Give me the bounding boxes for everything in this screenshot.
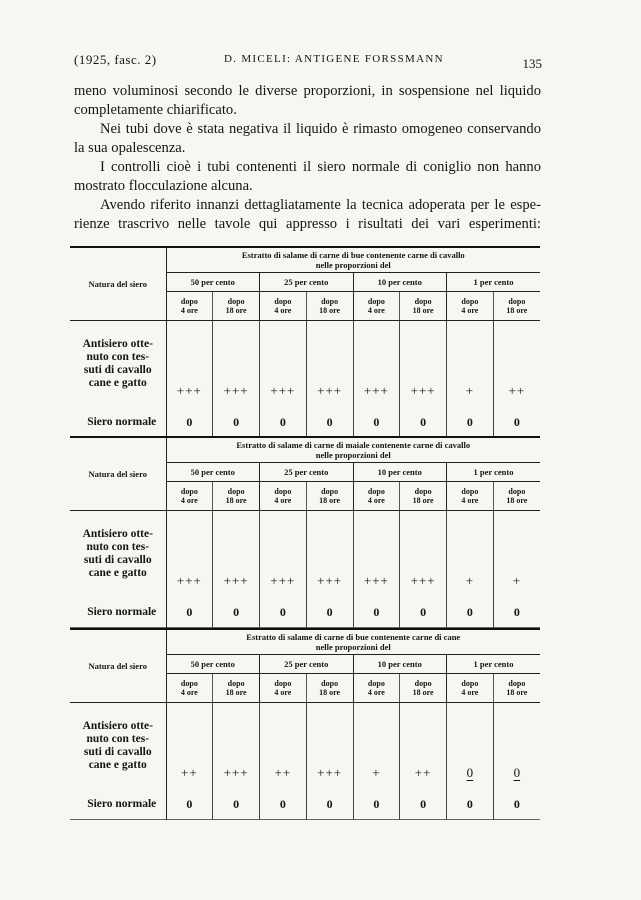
time-hours: 18 ore [506, 688, 528, 697]
time-word: dopo [321, 297, 339, 306]
pct-header: 25 per cento [260, 655, 354, 674]
time-hours: 18 ore [412, 306, 434, 315]
text-line: la sua opalescenza. [74, 140, 186, 156]
reaction-cell: + [353, 703, 400, 790]
time-word: dopo [274, 679, 292, 688]
reaction-cell: 0 [166, 407, 213, 438]
time-hours: 18 ore [225, 496, 247, 505]
reaction-cell: 0 [353, 407, 400, 438]
reaction-cell: +++ [400, 511, 447, 598]
reaction-cell: +++ [400, 321, 447, 408]
pct-header: 25 per cento [260, 463, 354, 482]
paragraph [74, 196, 541, 234]
time-hours: 4 ore [367, 496, 385, 505]
text-line: I controlli cioè i tubi contenenti il siero normale di coniglio non hanno [100, 159, 541, 175]
time-word: dopo [227, 679, 245, 688]
text-line: mostrato flocculazione alcuna. [74, 178, 253, 194]
results-table-1 [70, 246, 540, 438]
time-hours: 4 ore [461, 496, 479, 505]
reaction-cell: 0 [306, 597, 353, 628]
time-header [306, 292, 353, 321]
time-header [166, 292, 213, 321]
label-line: suti di cavallo [83, 364, 152, 376]
text-line: Avendo riferito innanzi dettagliatamente la tecnica adoperata per le espe- [100, 197, 541, 213]
time-hours: 4 ore [274, 688, 292, 697]
reaction-cell: 0 [513, 604, 520, 619]
time-word: dopo [367, 679, 385, 688]
time-hours: 4 ore [180, 496, 198, 505]
label-line: cane e gatto [88, 567, 147, 579]
time-hours: 18 ore [506, 496, 528, 505]
paragraph [74, 120, 541, 158]
pct-header: 50 per cento [166, 655, 260, 674]
time-header [213, 674, 260, 703]
reaction-cell: +++ [213, 703, 260, 790]
time-header [260, 674, 307, 703]
reaction-cell: 0 [400, 597, 447, 628]
body-text [74, 82, 541, 234]
title-line: nelle proporzioni del [315, 260, 391, 270]
reaction-cell: 0 [513, 414, 520, 429]
time-word: dopo [321, 487, 339, 496]
time-hours: 18 ore [319, 306, 341, 315]
reaction-cell: 0 [400, 407, 447, 438]
pct-header: 1 per cento [447, 463, 541, 482]
time-hours: 18 ore [412, 496, 434, 505]
natura-header: Natura del siero [70, 437, 166, 511]
title-line: Estratto di salame di carne di maiale contenente carne di cavallo [236, 440, 471, 450]
table-row [70, 597, 540, 628]
time-hours: 4 ore [274, 496, 292, 505]
reaction-cell: +++ [260, 321, 307, 408]
normale-label: Siero normale [70, 597, 166, 628]
time-header [493, 292, 540, 321]
time-header [493, 674, 540, 703]
reaction-cell: + [447, 321, 494, 408]
reaction-cell: 0 [447, 597, 494, 628]
pct-header: 10 per cento [353, 655, 447, 674]
time-word: dopo [461, 487, 479, 496]
time-hours: 18 ore [319, 688, 341, 697]
time-header [306, 674, 353, 703]
text-line: meno voluminosi secondo le diverse proporzioni, in sospensione nel liquido [74, 83, 541, 99]
time-header [447, 482, 494, 511]
time-hours: 4 ore [367, 306, 385, 315]
reaction-cell: ++ [508, 383, 526, 398]
paragraph [74, 82, 541, 120]
reaction-cell: 0 [447, 789, 494, 820]
reaction-cell: 0 [306, 789, 353, 820]
reaction-cell: 0 [513, 765, 521, 780]
time-word: dopo [508, 487, 526, 496]
time-header [400, 674, 447, 703]
time-header [447, 292, 494, 321]
time-word: dopo [321, 679, 339, 688]
time-header [400, 482, 447, 511]
reaction-cell: 0 [213, 597, 260, 628]
text-line: rienze trascrivo nelle tavole qui appresso i risultati dei vari esperimenti: [74, 216, 541, 232]
time-word: dopo [274, 297, 292, 306]
time-hours: 4 ore [367, 688, 385, 697]
antisiero-label [70, 703, 166, 790]
time-hours: 18 ore [225, 306, 247, 315]
reaction-cell: +++ [213, 511, 260, 598]
label-line: nuto con tes- [86, 541, 150, 553]
label-line: Antisiero otte- [82, 338, 153, 350]
time-word: dopo [367, 487, 385, 496]
table-title [166, 247, 540, 273]
time-header [306, 482, 353, 511]
time-header [400, 292, 447, 321]
time-word: dopo [180, 679, 198, 688]
time-word: dopo [180, 487, 198, 496]
time-word: dopo [461, 679, 479, 688]
time-hours: 4 ore [461, 688, 479, 697]
time-header [353, 674, 400, 703]
pct-header: 1 per cento [447, 655, 541, 674]
label-line: suti di cavallo [83, 554, 152, 566]
text-line: Nei tubi dove è stata negativa il liquido è rimasto omogeneo conservando [100, 121, 541, 137]
pct-header: 50 per cento [166, 463, 260, 482]
table-row [70, 703, 540, 790]
label-line: nuto con tes- [86, 733, 150, 745]
antisiero-label [70, 511, 166, 598]
time-header [493, 482, 540, 511]
reaction-cell: 0 [353, 597, 400, 628]
time-word: dopo [274, 487, 292, 496]
time-word: dopo [508, 679, 526, 688]
natura-header: Natura del siero [70, 247, 166, 321]
pct-header: 10 per cento [353, 273, 447, 292]
reaction-cell: +++ [353, 511, 400, 598]
reaction-cell: +++ [213, 321, 260, 408]
label-line: suti di cavallo [83, 746, 152, 758]
title-line: Estratto di salame di carne di bue contenente carne di cavallo [241, 250, 465, 260]
title-line: nelle proporzioni del [315, 642, 391, 652]
results-table-3 [70, 628, 540, 820]
time-hours: 4 ore [461, 306, 479, 315]
time-hours: 4 ore [180, 306, 198, 315]
reaction-cell: +++ [353, 321, 400, 408]
label-line: Antisiero otte- [82, 720, 153, 732]
page-number: 135 [522, 56, 542, 71]
running-header [74, 52, 542, 72]
time-word: dopo [414, 487, 432, 496]
reaction-cell: 0 [447, 703, 494, 790]
table-row [70, 407, 540, 438]
time-header [213, 292, 260, 321]
reaction-cell: + [447, 511, 494, 598]
time-word: dopo [461, 297, 479, 306]
reaction-cell: +++ [260, 511, 307, 598]
table-title [166, 629, 540, 655]
reaction-cell: +++ [166, 511, 213, 598]
time-word: dopo [227, 297, 245, 306]
journal-issue: (1925, fasc. 2) [74, 52, 157, 67]
reaction-cell: + [512, 573, 522, 588]
time-header [260, 292, 307, 321]
antisiero-label [70, 321, 166, 408]
normale-label: Siero normale [70, 789, 166, 820]
running-title: D. MICELI: ANTIGENE FORSSMANN [224, 53, 444, 65]
time-header [213, 482, 260, 511]
time-hours: 18 ore [319, 496, 341, 505]
reaction-cell: ++ [400, 703, 447, 790]
reaction-cell: +++ [306, 703, 353, 790]
time-word: dopo [227, 487, 245, 496]
reaction-cell: 0 [166, 597, 213, 628]
table-row [70, 789, 540, 820]
time-word: dopo [414, 679, 432, 688]
reaction-cell: ++ [166, 703, 213, 790]
reaction-cell: +++ [306, 511, 353, 598]
pct-header: 25 per cento [260, 273, 354, 292]
table-row [70, 511, 540, 598]
reaction-cell: 0 [166, 789, 213, 820]
reaction-cell: +++ [306, 321, 353, 408]
table-row [70, 321, 540, 408]
reaction-cell: +++ [166, 321, 213, 408]
pct-header: 1 per cento [447, 273, 541, 292]
reaction-cell: ++ [260, 703, 307, 790]
natura-header: Natura del siero [70, 629, 166, 703]
time-header [353, 292, 400, 321]
label-line: nuto con tes- [86, 351, 150, 363]
time-word: dopo [180, 297, 198, 306]
text-line: completamente chiarificato. [74, 102, 237, 118]
title-line: Estratto di salame di carne di bue contenente carne di cane [246, 632, 461, 642]
time-word: dopo [508, 297, 526, 306]
table-title [166, 437, 540, 463]
time-hours: 4 ore [274, 306, 292, 315]
time-header [166, 482, 213, 511]
label-line: cane e gatto [88, 759, 147, 771]
time-header [447, 674, 494, 703]
results-table-2 [70, 436, 540, 628]
reaction-cell: 0 [260, 789, 307, 820]
title-line: nelle proporzioni del [315, 450, 391, 460]
reaction-cell: 0 [447, 407, 494, 438]
reaction-cell: 0 [260, 597, 307, 628]
paragraph [74, 158, 541, 196]
time-hours: 18 ore [412, 688, 434, 697]
normale-label: Siero normale [70, 407, 166, 438]
reaction-cell: 0 [353, 789, 400, 820]
reaction-cell: 0 [400, 789, 447, 820]
time-word: dopo [414, 297, 432, 306]
label-line: Antisiero otte- [82, 528, 153, 540]
reaction-cell: 0 [213, 407, 260, 438]
pct-header: 10 per cento [353, 463, 447, 482]
time-header [166, 674, 213, 703]
label-line: cane e gatto [88, 377, 147, 389]
reaction-cell: 0 [260, 407, 307, 438]
reaction-cell: 0 [306, 407, 353, 438]
reaction-cell: 0 [213, 789, 260, 820]
pct-header: 50 per cento [166, 273, 260, 292]
time-hours: 18 ore [225, 688, 247, 697]
time-header [353, 482, 400, 511]
time-header [260, 482, 307, 511]
time-hours: 4 ore [180, 688, 198, 697]
time-hours: 18 ore [506, 306, 528, 315]
time-word: dopo [367, 297, 385, 306]
reaction-cell: 0 [513, 796, 520, 811]
